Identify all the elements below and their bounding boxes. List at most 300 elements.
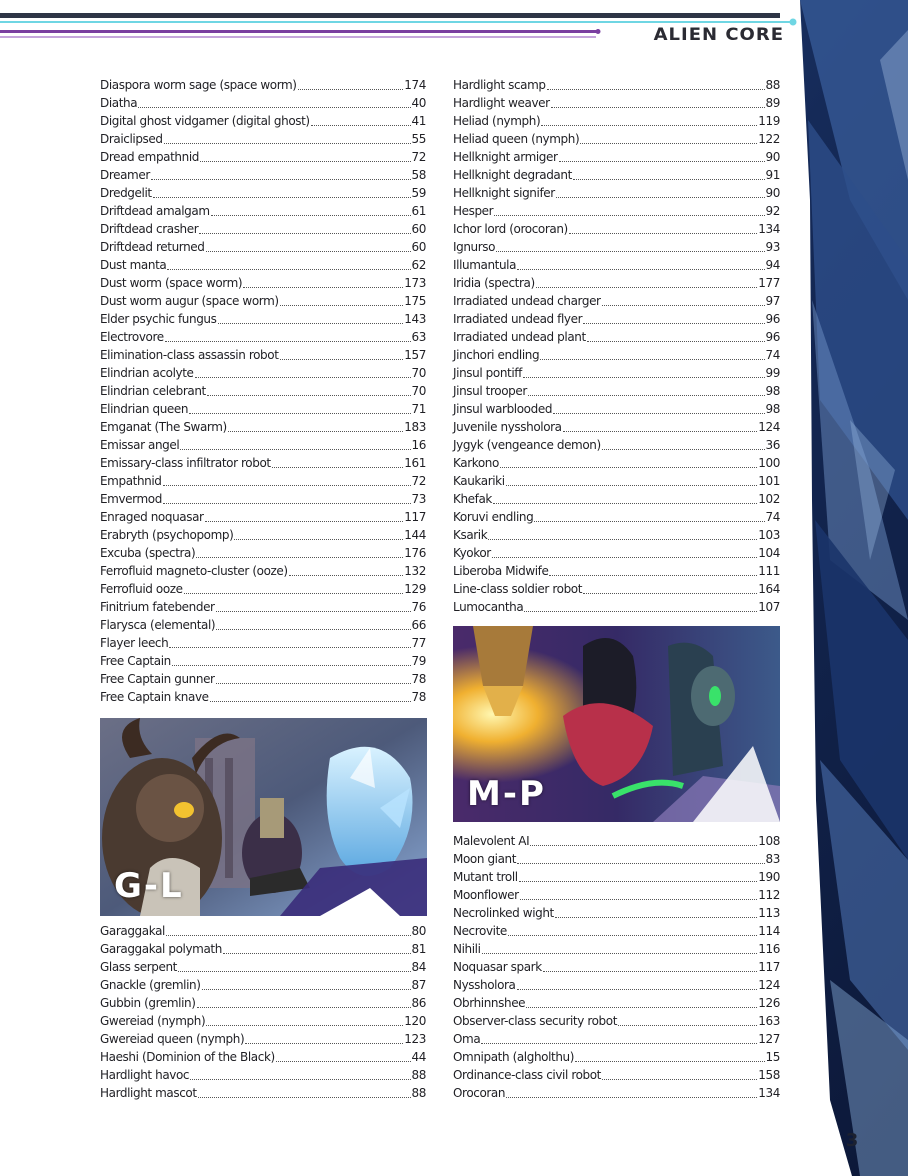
entry-name: Juvenile nyssholora	[453, 420, 562, 434]
entry-name: Ignurso	[453, 240, 496, 254]
dot-leader	[580, 142, 757, 144]
entry-page: 98	[765, 384, 780, 398]
dot-leader	[196, 556, 403, 558]
entry-name: Irradiated undead charger	[453, 294, 601, 308]
index-entry	[453, 292, 780, 310]
index-entry	[100, 544, 426, 562]
entry-page: 89	[765, 96, 780, 110]
dot-leader	[547, 88, 765, 90]
index-entry	[100, 310, 426, 328]
dot-leader	[517, 988, 758, 990]
entry-name: Gwereiad (nymph)	[100, 1014, 206, 1028]
index-entry	[100, 94, 426, 112]
entry-name: Moon giant	[453, 852, 517, 866]
dot-leader	[519, 880, 758, 882]
entry-name: Driftdead returned	[100, 240, 205, 254]
index-entry	[100, 994, 426, 1012]
entry-page: 190	[758, 870, 780, 884]
index-entry	[100, 148, 426, 166]
entry-name: Glass serpent	[100, 960, 177, 974]
dot-leader	[198, 1096, 411, 1098]
entry-page: 107	[758, 600, 780, 614]
entry-name: Jinsul pontiff	[453, 366, 522, 380]
entry-name: Empathnid	[100, 474, 162, 488]
index-entry	[100, 670, 426, 688]
dot-leader	[206, 1024, 403, 1026]
section-label-mp: M-P	[467, 774, 546, 814]
dot-leader	[178, 970, 411, 972]
index-entry	[453, 418, 780, 436]
entry-name: Mutant troll	[453, 870, 518, 884]
section-art-gl	[100, 718, 427, 916]
entry-page: 90	[765, 186, 780, 200]
entry-page: 81	[411, 942, 426, 956]
dot-leader	[587, 340, 765, 342]
dot-leader	[541, 124, 757, 126]
entry-page: 71	[411, 402, 426, 416]
dot-leader	[530, 844, 757, 846]
entry-name: Elindrian queen	[100, 402, 189, 416]
dot-leader	[524, 610, 757, 612]
index-entry	[453, 184, 780, 202]
entry-page: 16	[411, 438, 426, 452]
index-entry	[453, 310, 780, 328]
entry-page: 74	[765, 348, 780, 362]
index-entry	[100, 940, 426, 958]
entry-page: 123	[404, 1032, 426, 1046]
entry-page: 127	[758, 1032, 780, 1046]
entry-name: Draiclipsed	[100, 132, 163, 146]
entry-page: 41	[411, 114, 426, 128]
entry-page: 92	[765, 204, 780, 218]
entry-page: 15	[765, 1050, 780, 1064]
entry-name: Karkono	[453, 456, 499, 470]
entry-name: Haeshi (Dominion of the Black)	[100, 1050, 275, 1064]
entry-name: Hellknight armiger	[453, 150, 558, 164]
entry-page: 132	[404, 564, 426, 578]
entry-page: 66	[411, 618, 426, 632]
dot-leader	[543, 970, 758, 972]
entry-page: 60	[411, 222, 426, 236]
entry-name: Hardlight scamp	[453, 78, 546, 92]
entry-name: Irradiated undead flyer	[453, 312, 583, 326]
index-entry	[453, 832, 780, 850]
dot-leader	[169, 646, 410, 648]
index-entry	[453, 562, 780, 580]
entry-page: 158	[758, 1068, 780, 1082]
entry-name: Hardlight weaver	[453, 96, 550, 110]
index-entry	[100, 580, 426, 598]
entry-page: 77	[411, 636, 426, 650]
dot-leader	[190, 1078, 410, 1080]
dot-leader	[167, 268, 410, 270]
index-entry	[453, 1030, 780, 1048]
entry-name: Hesper	[453, 204, 494, 218]
entry-page: 99	[765, 366, 780, 380]
dot-leader	[205, 520, 404, 522]
dot-leader	[200, 160, 411, 162]
entry-name: Necrovite	[453, 924, 507, 938]
book-title: ALIEN CORE	[653, 24, 784, 45]
entry-name: Enraged noquasar	[100, 510, 204, 524]
entry-page: 80	[411, 924, 426, 938]
index-entry	[453, 202, 780, 220]
entry-page: 88	[411, 1068, 426, 1082]
index-entry	[100, 346, 426, 364]
entry-page: 114	[758, 924, 780, 938]
entry-page: 163	[758, 1014, 780, 1028]
entry-page: 119	[758, 114, 780, 128]
entry-page: 144	[404, 528, 426, 542]
entry-name: Noquasar spark	[453, 960, 542, 974]
index-entry	[453, 112, 780, 130]
entry-page: 161	[404, 456, 426, 470]
header-bar-end-dot	[790, 19, 797, 26]
dot-leader	[216, 682, 411, 684]
entry-page: 93	[765, 240, 780, 254]
entry-name: Elder psychic fungus	[100, 312, 217, 326]
index-entry	[453, 958, 780, 976]
entry-page: 97	[765, 294, 780, 308]
index-entry	[100, 418, 426, 436]
index-entry	[453, 256, 780, 274]
dot-leader	[163, 502, 411, 504]
entry-name: Kaukariki	[453, 474, 505, 488]
entry-name: Garaggakal polymath	[100, 942, 222, 956]
dot-leader	[481, 1042, 757, 1044]
header-bar-purple	[0, 30, 596, 33]
entry-name: Dust manta	[100, 258, 167, 272]
dot-leader	[517, 268, 764, 270]
entry-page: 102	[758, 492, 780, 506]
index-entry	[100, 1066, 426, 1084]
index-entry	[100, 166, 426, 184]
entry-name: Illumantula	[453, 258, 517, 272]
entry-name: Elindrian acolyte	[100, 366, 194, 380]
entry-name: Free Captain knave	[100, 690, 209, 704]
index-entry	[453, 130, 780, 148]
index-entry	[453, 238, 780, 256]
dot-leader	[298, 88, 404, 90]
index-entry	[453, 364, 780, 382]
entry-page: 112	[758, 888, 780, 902]
entry-page: 175	[404, 294, 426, 308]
index-entry	[100, 382, 426, 400]
entry-name: Elimination-class assassin robot	[100, 348, 279, 362]
entry-page: 129	[404, 582, 426, 596]
index-entry	[100, 130, 426, 148]
index-entry	[453, 166, 780, 184]
entry-page: 44	[411, 1050, 426, 1064]
dot-leader	[311, 124, 411, 126]
dot-leader	[493, 502, 757, 504]
entry-name: Excuba (spectra)	[100, 546, 196, 560]
dot-leader	[575, 1060, 764, 1062]
header-bar-purple-dot	[596, 29, 601, 34]
entry-page: 174	[404, 78, 426, 92]
entry-page: 94	[765, 258, 780, 272]
entry-page: 73	[411, 492, 426, 506]
entry-page: 62	[411, 258, 426, 272]
index-entry	[453, 922, 780, 940]
entry-name: Lumocantha	[453, 600, 524, 614]
index-entry	[453, 526, 780, 544]
entry-name: Necrolinked wight	[453, 906, 554, 920]
entry-name: Digital ghost vidgamer (digital ghost)	[100, 114, 310, 128]
entry-page: 103	[758, 528, 780, 542]
entry-page: 96	[765, 312, 780, 326]
index-entry	[453, 580, 780, 598]
index-entry	[453, 346, 780, 364]
index-entry	[100, 220, 426, 238]
entry-name: Ferrofluid ooze	[100, 582, 183, 596]
entry-page: 88	[765, 78, 780, 92]
entry-page: 120	[404, 1014, 426, 1028]
entry-page: 176	[404, 546, 426, 560]
entry-name: Ksarik	[453, 528, 488, 542]
index-entry	[100, 436, 426, 454]
index-entry	[100, 688, 426, 706]
dot-leader	[520, 898, 758, 900]
dot-leader	[245, 1042, 403, 1044]
entry-name: Heliad queen (nymph)	[453, 132, 580, 146]
dot-leader	[556, 196, 765, 198]
dot-leader	[549, 574, 757, 576]
dot-leader	[526, 1006, 757, 1008]
entry-name: Jinchori endling	[453, 348, 540, 362]
entry-page: 101	[758, 474, 780, 488]
index-entry	[453, 490, 780, 508]
dot-leader	[569, 232, 757, 234]
entry-page: 83	[765, 852, 780, 866]
dot-leader	[197, 1006, 411, 1008]
entry-name: Garaggakal	[100, 924, 165, 938]
index-entry	[100, 1012, 426, 1030]
entry-page: 59	[411, 186, 426, 200]
entry-name: Nihili	[453, 942, 481, 956]
dot-leader	[172, 664, 411, 666]
entry-page: 60	[411, 240, 426, 254]
index-entry	[100, 562, 426, 580]
entry-name: Driftdead crasher	[100, 222, 199, 236]
index-entry	[100, 184, 426, 202]
index-entry	[453, 76, 780, 94]
entry-page: 113	[758, 906, 780, 920]
index-entry	[453, 904, 780, 922]
index-entry	[100, 274, 426, 292]
entry-page: 87	[411, 978, 426, 992]
dot-leader	[482, 952, 758, 954]
entry-name: Emissar angel	[100, 438, 180, 452]
entry-name: Ichor lord (orocoran)	[453, 222, 568, 236]
entry-name: Jinsul warblooded	[453, 402, 553, 416]
entry-name: Gnackle (gremlin)	[100, 978, 201, 992]
dot-leader	[280, 304, 404, 306]
index-column-right-top	[453, 76, 780, 616]
index-entry	[453, 868, 780, 886]
index-entry	[453, 1012, 780, 1030]
entry-page: 164	[758, 582, 780, 596]
index-entry	[453, 886, 780, 904]
entry-page: 78	[411, 690, 426, 704]
entry-page: 58	[411, 168, 426, 182]
dot-leader	[528, 394, 765, 396]
index-entry	[100, 400, 426, 418]
index-entry	[100, 922, 426, 940]
index-entry	[100, 616, 426, 634]
index-entry	[453, 508, 780, 526]
dot-leader	[276, 1060, 411, 1062]
dot-leader	[289, 574, 404, 576]
entry-name: Heliad (nymph)	[453, 114, 541, 128]
dot-leader	[138, 106, 410, 108]
entry-name: Free Captain gunner	[100, 672, 215, 686]
index-entry	[100, 976, 426, 994]
dot-leader	[207, 394, 411, 396]
entry-name: Dreamer	[100, 168, 150, 182]
index-entry	[453, 850, 780, 868]
dot-leader	[210, 700, 411, 702]
index-entry	[453, 1048, 780, 1066]
index-entry	[100, 1030, 426, 1048]
dot-leader	[223, 952, 411, 954]
index-entry	[100, 634, 426, 652]
dot-leader	[163, 484, 411, 486]
dot-leader	[228, 430, 403, 432]
entry-name: Liberoba Midwife	[453, 564, 549, 578]
entry-page: 104	[758, 546, 780, 560]
index-entry	[453, 1066, 780, 1084]
dot-leader	[563, 430, 758, 432]
dot-leader	[602, 448, 765, 450]
dot-leader	[602, 1078, 757, 1080]
dot-leader	[272, 466, 404, 468]
entry-page: 72	[411, 150, 426, 164]
entry-page: 70	[411, 384, 426, 398]
index-entry	[100, 328, 426, 346]
dot-leader	[496, 250, 764, 252]
dot-leader	[508, 934, 757, 936]
dot-leader	[583, 322, 764, 324]
dot-leader	[165, 340, 411, 342]
index-entry	[100, 490, 426, 508]
entry-page: 134	[758, 222, 780, 236]
dot-leader	[218, 322, 404, 324]
index-entry	[100, 454, 426, 472]
index-entry	[100, 1084, 426, 1102]
dot-leader	[199, 232, 410, 234]
dot-leader	[523, 376, 765, 378]
index-entry	[453, 940, 780, 958]
entry-page: 91	[765, 168, 780, 182]
entry-name: Orocoran	[453, 1086, 506, 1100]
entry-name: Dread empathnid	[100, 150, 199, 164]
entry-page: 108	[758, 834, 780, 848]
entry-page: 124	[758, 420, 780, 434]
entry-page: 40	[411, 96, 426, 110]
entry-page: 122	[758, 132, 780, 146]
section-label-gl: G-L	[114, 866, 184, 906]
header-bar-dark	[0, 13, 780, 18]
dot-leader	[536, 286, 758, 288]
entry-name: Driftdead amalgam	[100, 204, 210, 218]
page-number: 3	[845, 1130, 859, 1151]
index-column-right-bottom	[453, 832, 780, 1102]
entry-page: 124	[758, 978, 780, 992]
dot-leader	[573, 178, 765, 180]
dot-leader	[184, 592, 404, 594]
entry-page: 88	[411, 1086, 426, 1100]
index-entry	[100, 526, 426, 544]
dot-leader	[211, 214, 411, 216]
entry-page: 74	[765, 510, 780, 524]
dot-leader	[506, 484, 758, 486]
dot-leader	[492, 556, 757, 558]
index-entry	[453, 328, 780, 346]
index-entry	[100, 112, 426, 130]
entry-name: Electrovore	[100, 330, 164, 344]
entry-page: 63	[411, 330, 426, 344]
index-entry	[453, 976, 780, 994]
dot-leader	[202, 988, 411, 990]
entry-page: 72	[411, 474, 426, 488]
entry-name: Iridia (spectra)	[453, 276, 535, 290]
index-entry	[100, 508, 426, 526]
entry-name: Elindrian celebrant	[100, 384, 206, 398]
entry-name: Observer-class security robot	[453, 1014, 618, 1028]
entry-name: Gubbin (gremlin)	[100, 996, 196, 1010]
dot-leader	[216, 628, 410, 630]
index-entry	[453, 598, 780, 616]
entry-name: Ferrofluid magneto-cluster (ooze)	[100, 564, 288, 578]
entry-name: Hardlight mascot	[100, 1086, 197, 1100]
dot-leader	[280, 358, 404, 360]
index-entry	[453, 220, 780, 238]
index-entry	[100, 364, 426, 382]
section-art-mp	[453, 626, 780, 822]
entry-name: Dust worm (space worm)	[100, 276, 243, 290]
entry-name: Irradiated undead plant	[453, 330, 586, 344]
entry-page: 78	[411, 672, 426, 686]
dot-leader	[500, 466, 757, 468]
entry-name: Erabryth (psychopomp)	[100, 528, 234, 542]
index-entry	[453, 544, 780, 562]
dot-leader	[153, 196, 411, 198]
index-entry	[453, 994, 780, 1012]
entry-name: Line-class soldier robot	[453, 582, 583, 596]
entry-name: Flayer leech	[100, 636, 169, 650]
entry-name: Finitrium fatebender	[100, 600, 215, 614]
index-entry	[453, 148, 780, 166]
entry-name: Diaspora worm sage (space worm)	[100, 78, 297, 92]
entry-name: Emvermod	[100, 492, 162, 506]
entry-name: Moonflower	[453, 888, 519, 902]
header-bar-purple-thin	[0, 36, 596, 38]
entry-page: 126	[758, 996, 780, 1010]
index-entry	[453, 1084, 780, 1102]
entry-name: Hardlight havoc	[100, 1068, 190, 1082]
index-entry	[453, 472, 780, 490]
dot-leader	[534, 520, 764, 522]
index-column-left-bottom	[100, 922, 426, 1102]
dot-leader	[206, 250, 411, 252]
index-entry	[100, 238, 426, 256]
dot-leader	[243, 286, 403, 288]
entry-name: Emissary-class infiltrator robot	[100, 456, 271, 470]
dot-leader	[517, 862, 764, 864]
entry-page: 36	[765, 438, 780, 452]
entry-page: 84	[411, 960, 426, 974]
